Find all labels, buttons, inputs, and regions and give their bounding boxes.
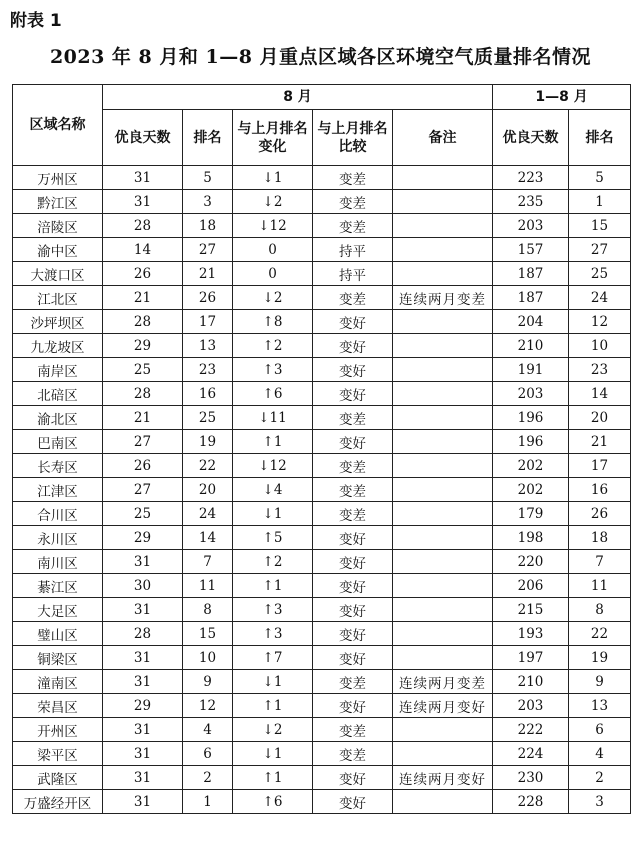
cell-remark: [393, 406, 493, 430]
cell-rank-change: ↑3: [233, 598, 313, 622]
header-row-top: [13, 85, 631, 110]
header-rank: 排名: [183, 110, 233, 166]
cell-remark: [393, 574, 493, 598]
cell-rank: 5: [183, 166, 233, 190]
cell-remark: 连续两月变好: [393, 766, 493, 790]
cell-remark: 连续两月变差: [393, 670, 493, 694]
cell-ytd-good-days: 197: [493, 646, 569, 670]
cell-rank-compare: 变好: [313, 358, 393, 382]
table-row: [13, 406, 631, 430]
cell-remark: [393, 742, 493, 766]
cell-rank-compare: 变差: [313, 478, 393, 502]
header-rank-ytd: 排名: [569, 110, 631, 166]
cell-rank: 11: [183, 574, 233, 598]
table-row: [13, 646, 631, 670]
header-jan-aug: 1—8 月: [493, 85, 631, 110]
cell-ytd-rank: 17: [569, 454, 631, 478]
cell-rank: 25: [183, 406, 233, 430]
cell-rank-compare: 变好: [313, 430, 393, 454]
cell-good-days: 26: [103, 454, 183, 478]
cell-good-days: 31: [103, 718, 183, 742]
cell-rank-change: ↑1: [233, 694, 313, 718]
cell-ytd-good-days: 210: [493, 670, 569, 694]
cell-rank-change: ↑1: [233, 430, 313, 454]
table-row: [13, 694, 631, 718]
cell-district: 南岸区: [13, 358, 103, 382]
cell-ytd-good-days: 224: [493, 742, 569, 766]
cell-ytd-rank: 11: [569, 574, 631, 598]
cell-rank: 17: [183, 310, 233, 334]
cell-good-days: 31: [103, 742, 183, 766]
cell-rank-change: ↓2: [233, 286, 313, 310]
cell-rank-compare: 变好: [313, 694, 393, 718]
cell-rank-change: ↓1: [233, 670, 313, 694]
cell-ytd-good-days: 215: [493, 598, 569, 622]
cell-ytd-rank: 24: [569, 286, 631, 310]
header-rank-change: 与上月排名变化: [233, 110, 313, 166]
cell-ytd-good-days: 222: [493, 718, 569, 742]
cell-rank-compare: 变好: [313, 646, 393, 670]
cell-ytd-good-days: 228: [493, 790, 569, 814]
cell-district: 九龙坡区: [13, 334, 103, 358]
cell-ytd-good-days: 235: [493, 190, 569, 214]
cell-rank: 15: [183, 622, 233, 646]
cell-remark: [393, 190, 493, 214]
cell-rank: 1: [183, 790, 233, 814]
cell-rank-change: ↑2: [233, 334, 313, 358]
cell-ytd-rank: 9: [569, 670, 631, 694]
cell-rank: 16: [183, 382, 233, 406]
cell-good-days: 31: [103, 790, 183, 814]
cell-rank-compare: 变好: [313, 334, 393, 358]
cell-good-days: 31: [103, 550, 183, 574]
cell-rank-change: ↑6: [233, 382, 313, 406]
cell-rank-change: ↓2: [233, 718, 313, 742]
cell-good-days: 28: [103, 382, 183, 406]
cell-rank: 7: [183, 550, 233, 574]
cell-district: 荣昌区: [13, 694, 103, 718]
cell-good-days: 31: [103, 190, 183, 214]
cell-rank-compare: 持平: [313, 262, 393, 286]
cell-ytd-good-days: 203: [493, 214, 569, 238]
cell-ytd-good-days: 223: [493, 166, 569, 190]
cell-ytd-rank: 18: [569, 526, 631, 550]
cell-ytd-good-days: 196: [493, 406, 569, 430]
cell-good-days: 31: [103, 598, 183, 622]
table-row: [13, 526, 631, 550]
cell-remark: [393, 622, 493, 646]
cell-good-days: 28: [103, 310, 183, 334]
cell-district: 万州区: [13, 166, 103, 190]
cell-ytd-good-days: 210: [493, 334, 569, 358]
cell-rank-compare: 变差: [313, 286, 393, 310]
cell-ytd-rank: 3: [569, 790, 631, 814]
table-row: [13, 790, 631, 814]
cell-ytd-good-days: 187: [493, 262, 569, 286]
cell-rank-compare: 变差: [313, 718, 393, 742]
cell-rank: 12: [183, 694, 233, 718]
cell-rank-compare: 变差: [313, 214, 393, 238]
cell-rank: 13: [183, 334, 233, 358]
cell-ytd-good-days: 230: [493, 766, 569, 790]
cell-rank: 21: [183, 262, 233, 286]
cell-district: 合川区: [13, 502, 103, 526]
table-row: [13, 382, 631, 406]
cell-remark: [393, 238, 493, 262]
table-body: [13, 166, 631, 814]
cell-ytd-good-days: 191: [493, 358, 569, 382]
cell-rank-change: ↑1: [233, 574, 313, 598]
cell-district: 巴南区: [13, 430, 103, 454]
page-title: 2023 年 8 月和 1—8 月重点区域各区环境空气质量排名情况: [49, 46, 592, 68]
cell-district: 潼南区: [13, 670, 103, 694]
cell-rank-compare: 持平: [313, 238, 393, 262]
cell-rank-compare: 变差: [313, 406, 393, 430]
cell-ytd-good-days: 202: [493, 478, 569, 502]
cell-rank-change: ↓12: [233, 214, 313, 238]
header-row-sub: [13, 110, 631, 166]
cell-rank-compare: 变好: [313, 622, 393, 646]
cell-remark: [393, 646, 493, 670]
cell-ytd-rank: 21: [569, 430, 631, 454]
table-row: [13, 766, 631, 790]
cell-good-days: 21: [103, 286, 183, 310]
table-row: [13, 358, 631, 382]
header-good-days-ytd: 优良天数: [493, 110, 569, 166]
table-row: [13, 190, 631, 214]
cell-good-days: 21: [103, 406, 183, 430]
table-row: [13, 598, 631, 622]
table-row: [13, 238, 631, 262]
cell-ytd-rank: 22: [569, 622, 631, 646]
header-rank-compare: 与上月排名比较: [313, 110, 393, 166]
cell-remark: [393, 598, 493, 622]
cell-remark: [393, 526, 493, 550]
cell-district: 涪陵区: [13, 214, 103, 238]
cell-rank-change: ↑5: [233, 526, 313, 550]
cell-rank-compare: 变差: [313, 454, 393, 478]
cell-rank: 4: [183, 718, 233, 742]
cell-ytd-rank: 4: [569, 742, 631, 766]
header-good-days: 优良天数: [103, 110, 183, 166]
cell-ytd-rank: 27: [569, 238, 631, 262]
cell-ytd-rank: 14: [569, 382, 631, 406]
cell-ytd-rank: 20: [569, 406, 631, 430]
cell-ytd-rank: 5: [569, 166, 631, 190]
cell-district: 南川区: [13, 550, 103, 574]
cell-ytd-rank: 15: [569, 214, 631, 238]
cell-ytd-good-days: 187: [493, 286, 569, 310]
cell-rank-change: ↓2: [233, 190, 313, 214]
cell-rank-change: ↑2: [233, 550, 313, 574]
cell-ytd-good-days: 179: [493, 502, 569, 526]
table-row: [13, 622, 631, 646]
cell-rank-compare: 变差: [313, 670, 393, 694]
cell-remark: 连续两月变好: [393, 694, 493, 718]
cell-ytd-rank: 7: [569, 550, 631, 574]
cell-good-days: 27: [103, 478, 183, 502]
cell-rank: 24: [183, 502, 233, 526]
cell-remark: [393, 718, 493, 742]
cell-district: 璧山区: [13, 622, 103, 646]
cell-rank: 2: [183, 766, 233, 790]
cell-district: 开州区: [13, 718, 103, 742]
cell-district: 渝北区: [13, 406, 103, 430]
cell-rank-change: ↑1: [233, 766, 313, 790]
cell-rank: 8: [183, 598, 233, 622]
cell-remark: [393, 166, 493, 190]
table-row: [13, 430, 631, 454]
cell-ytd-good-days: 157: [493, 238, 569, 262]
cell-good-days: 31: [103, 670, 183, 694]
cell-district: 渝中区: [13, 238, 103, 262]
table-row: [13, 262, 631, 286]
cell-district: 江北区: [13, 286, 103, 310]
cell-rank-compare: 变差: [313, 166, 393, 190]
cell-good-days: 31: [103, 166, 183, 190]
cell-rank: 14: [183, 526, 233, 550]
cell-district: 沙坪坝区: [13, 310, 103, 334]
cell-rank-change: ↓1: [233, 742, 313, 766]
cell-rank: 20: [183, 478, 233, 502]
cell-rank: 3: [183, 190, 233, 214]
cell-ytd-good-days: 202: [493, 454, 569, 478]
cell-ytd-rank: 25: [569, 262, 631, 286]
cell-ytd-rank: 19: [569, 646, 631, 670]
cell-good-days: 28: [103, 622, 183, 646]
cell-district: 黔江区: [13, 190, 103, 214]
cell-rank: 19: [183, 430, 233, 454]
table-row: [13, 286, 631, 310]
cell-ytd-rank: 10: [569, 334, 631, 358]
cell-rank-change: 0: [233, 262, 313, 286]
cell-rank-compare: 变好: [313, 790, 393, 814]
cell-rank: 26: [183, 286, 233, 310]
header-august: 8 月: [103, 85, 493, 110]
cell-district: 梁平区: [13, 742, 103, 766]
cell-good-days: 27: [103, 430, 183, 454]
cell-remark: [393, 454, 493, 478]
cell-rank-change: ↓12: [233, 454, 313, 478]
cell-district: 万盛经开区: [13, 790, 103, 814]
cell-remark: [393, 214, 493, 238]
cell-district: 武隆区: [13, 766, 103, 790]
cell-ytd-rank: 6: [569, 718, 631, 742]
cell-district: 大渡口区: [13, 262, 103, 286]
cell-good-days: 25: [103, 358, 183, 382]
cell-good-days: 25: [103, 502, 183, 526]
cell-ytd-rank: 12: [569, 310, 631, 334]
cell-remark: [393, 550, 493, 574]
table-row: [13, 334, 631, 358]
header-remarks: 备注: [393, 110, 493, 166]
cell-district: 长寿区: [13, 454, 103, 478]
cell-rank-compare: 变差: [313, 742, 393, 766]
table-row: [13, 502, 631, 526]
table-row: [13, 574, 631, 598]
cell-good-days: 26: [103, 262, 183, 286]
table-row: [13, 670, 631, 694]
cell-remark: [393, 382, 493, 406]
table-row: [13, 166, 631, 190]
header-district-name: 区域名称: [13, 85, 103, 166]
cell-district: 綦江区: [13, 574, 103, 598]
cell-good-days: 28: [103, 214, 183, 238]
appendix-label: 附表 1: [10, 11, 62, 31]
cell-ytd-good-days: 220: [493, 550, 569, 574]
table-row: [13, 742, 631, 766]
cell-rank-compare: 变好: [313, 574, 393, 598]
cell-rank-compare: 变好: [313, 550, 393, 574]
cell-ytd-good-days: 206: [493, 574, 569, 598]
table-row: [13, 214, 631, 238]
cell-rank: 9: [183, 670, 233, 694]
cell-ytd-good-days: 203: [493, 382, 569, 406]
cell-good-days: 31: [103, 646, 183, 670]
cell-rank-change: ↓4: [233, 478, 313, 502]
cell-ytd-rank: 26: [569, 502, 631, 526]
cell-ytd-rank: 2: [569, 766, 631, 790]
cell-rank: 23: [183, 358, 233, 382]
cell-good-days: 29: [103, 694, 183, 718]
table-row: [13, 310, 631, 334]
cell-rank-change: ↓11: [233, 406, 313, 430]
cell-ytd-good-days: 204: [493, 310, 569, 334]
cell-ytd-good-days: 198: [493, 526, 569, 550]
cell-good-days: 30: [103, 574, 183, 598]
table-row: [13, 718, 631, 742]
cell-rank-change: ↑8: [233, 310, 313, 334]
cell-rank-compare: 变好: [313, 598, 393, 622]
cell-ytd-rank: 8: [569, 598, 631, 622]
cell-ytd-good-days: 196: [493, 430, 569, 454]
cell-rank-compare: 变好: [313, 766, 393, 790]
cell-rank: 6: [183, 742, 233, 766]
cell-rank-change: ↑3: [233, 622, 313, 646]
cell-remark: [393, 262, 493, 286]
cell-ytd-rank: 23: [569, 358, 631, 382]
cell-rank-compare: 变好: [313, 382, 393, 406]
cell-remark: [393, 334, 493, 358]
cell-ytd-good-days: 193: [493, 622, 569, 646]
cell-remark: [393, 478, 493, 502]
table-row: [13, 478, 631, 502]
cell-ytd-rank: 13: [569, 694, 631, 718]
cell-rank-change: ↑3: [233, 358, 313, 382]
cell-good-days: 29: [103, 526, 183, 550]
cell-ytd-rank: 16: [569, 478, 631, 502]
cell-ytd-good-days: 203: [493, 694, 569, 718]
cell-rank-change: 0: [233, 238, 313, 262]
cell-remark: [393, 502, 493, 526]
cell-good-days: 31: [103, 766, 183, 790]
cell-remark: [393, 430, 493, 454]
cell-remark: 连续两月变差: [393, 286, 493, 310]
cell-district: 北碚区: [13, 382, 103, 406]
cell-rank-change: ↑6: [233, 790, 313, 814]
cell-good-days: 29: [103, 334, 183, 358]
cell-rank: 22: [183, 454, 233, 478]
cell-rank-change: ↓1: [233, 502, 313, 526]
table-row: [13, 550, 631, 574]
cell-rank: 27: [183, 238, 233, 262]
cell-district: 江津区: [13, 478, 103, 502]
cell-district: 永川区: [13, 526, 103, 550]
cell-rank-change: ↓1: [233, 166, 313, 190]
cell-remark: [393, 790, 493, 814]
cell-district: 铜梁区: [13, 646, 103, 670]
cell-remark: [393, 310, 493, 334]
cell-remark: [393, 358, 493, 382]
cell-district: 大足区: [13, 598, 103, 622]
cell-rank: 18: [183, 214, 233, 238]
ranking-table: [12, 84, 631, 814]
cell-ytd-rank: 1: [569, 190, 631, 214]
cell-rank-compare: 变好: [313, 310, 393, 334]
cell-rank-compare: 变差: [313, 190, 393, 214]
cell-good-days: 14: [103, 238, 183, 262]
cell-rank-compare: 变好: [313, 526, 393, 550]
cell-rank-change: ↑7: [233, 646, 313, 670]
cell-rank: 10: [183, 646, 233, 670]
cell-rank-compare: 变差: [313, 502, 393, 526]
table-row: [13, 454, 631, 478]
